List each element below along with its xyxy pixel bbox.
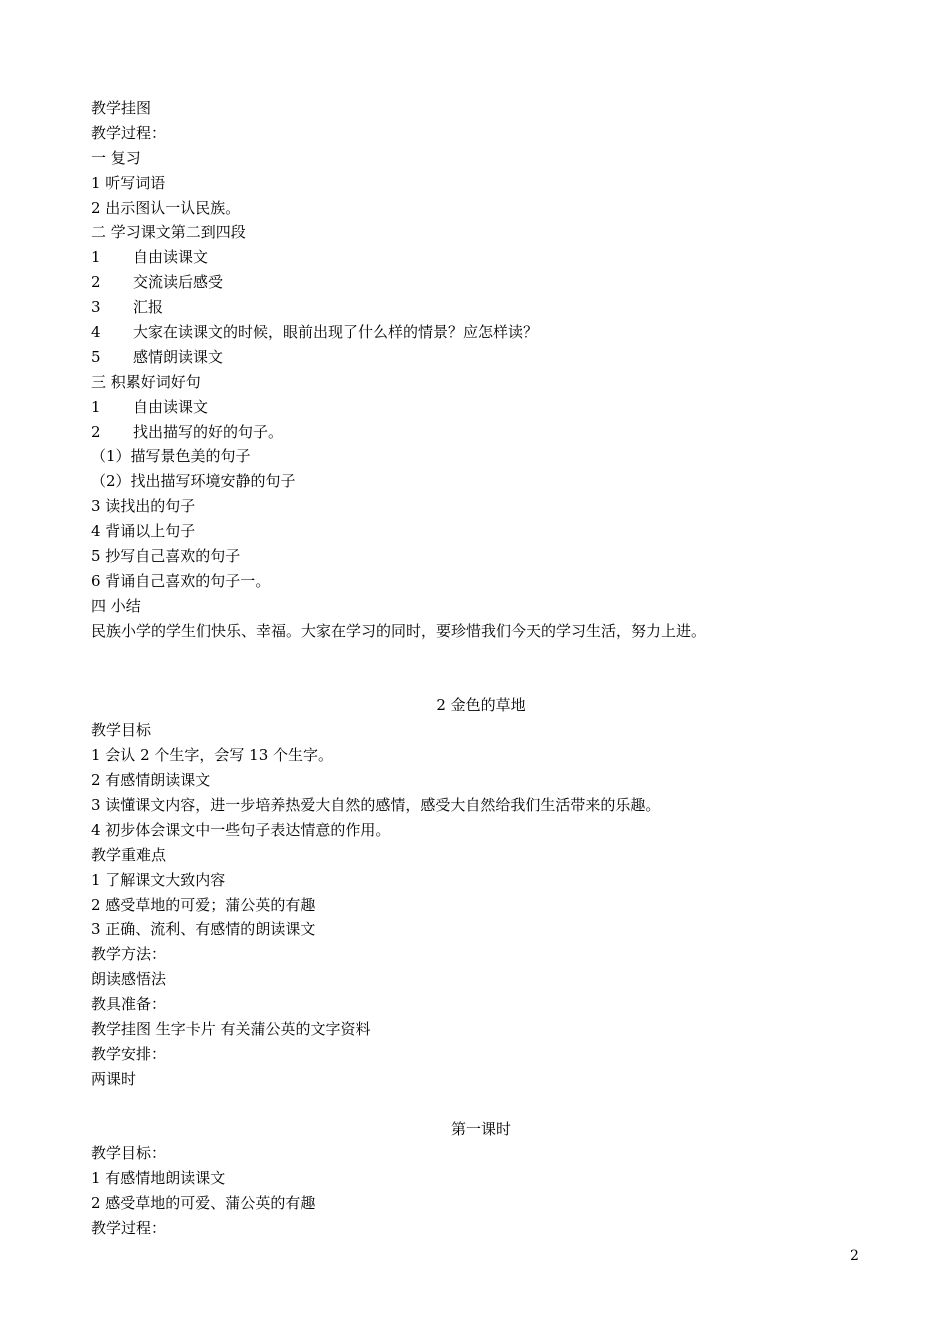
text-line: 教学安排：	[91, 1044, 167, 1063]
step-number: 1	[91, 248, 101, 267]
lesson-2	[91, 693, 871, 1091]
text-line: 教具准备：	[91, 995, 167, 1014]
numbered-step	[91, 420, 871, 445]
step-number: 1	[91, 397, 101, 416]
step-text: 自由读课文	[133, 397, 209, 416]
text-line: 朗读感悟法	[91, 970, 167, 989]
period-1	[91, 1117, 871, 1241]
text-line: 教学目标	[91, 721, 152, 740]
numbered-step	[91, 320, 871, 345]
text-line: 2 有感情朗读课文	[91, 771, 211, 790]
step-number: 3	[91, 298, 101, 317]
text-line: 教学重难点	[91, 845, 167, 864]
text-line: 教学挂图	[91, 99, 152, 117]
text-line: 3 正确、流利、有感情的朗读课文	[91, 920, 316, 939]
text-line: 3 读懂课文内容，进一步培养热爱大自然的感情，感受大自然给我们生活带来的乐趣。	[91, 795, 661, 814]
text-line: 教学过程：	[91, 123, 167, 142]
numbered-step	[91, 270, 871, 295]
step-number: 4	[91, 323, 101, 342]
text-line: 3 读找出的句子	[91, 497, 196, 516]
numbered-step	[91, 295, 871, 320]
text-line: 教学挂图 生字卡片 有关蒲公英的文字资料	[91, 1019, 371, 1038]
step-text: 自由读课文	[133, 248, 209, 267]
lesson-title: 2 金色的草地	[436, 696, 526, 715]
text-line: 4 背诵以上句子	[91, 522, 196, 541]
text-line: 1 了解课文大致内容	[91, 870, 226, 889]
summary-text: 民族小学的学生们快乐、幸福。大家在学习的同时，要珍惜我们今天的学习生活，努力上进。	[91, 621, 707, 640]
text-line: 二 学习课文第二到四段	[91, 223, 246, 242]
text-line: 2 感受草地的可爱；蒲公英的有趣	[91, 895, 316, 914]
step-text: 交流读后感受	[133, 273, 224, 292]
step-text: 找出描写的好的句子。	[133, 422, 284, 441]
text-line: 2 感受草地的可爱、蒲公英的有趣	[91, 1194, 316, 1213]
text-line: 1 有感情地朗读课文	[91, 1169, 226, 1188]
numbered-step	[91, 345, 871, 370]
text-line: 5 抄写自己喜欢的句子	[91, 547, 241, 566]
step-number: 2	[91, 273, 101, 292]
period-title: 第一课时	[450, 1119, 511, 1138]
text-line: 2 出示图认一认民族。	[91, 198, 241, 217]
step-number: 5	[91, 347, 101, 366]
step-text: 大家在读课文的时候，眼前出现了什么样的情景？应怎样读？	[133, 323, 539, 342]
page-number: 2	[850, 1248, 859, 1264]
section-heading: 四 小结	[91, 596, 141, 615]
text-line: 一 复习	[91, 148, 141, 167]
step-text: 汇报	[133, 298, 164, 317]
text-line: 两课时	[91, 1069, 137, 1088]
document-page	[91, 96, 871, 1241]
numbered-step	[91, 245, 871, 270]
text-line: 教学目标：	[91, 1144, 167, 1163]
text-line: 6 背诵自己喜欢的句子一。	[91, 571, 271, 590]
step-number: 2	[91, 422, 101, 441]
text-line: （2）找出描写环境安静的句子	[91, 472, 296, 491]
text-line: 1 会认 2 个生字，会写 13 个生字。	[91, 746, 334, 765]
section-1	[91, 96, 871, 644]
section-heading: 三 积累好词好句	[91, 372, 201, 391]
text-line: 教学过程：	[91, 1219, 167, 1238]
text-line: 4 初步体会课文中一些句子表达情意的作用。	[91, 820, 391, 839]
step-text: 感情朗读课文	[133, 347, 224, 366]
text-line: 1 听写词语	[91, 173, 166, 192]
numbered-step	[91, 395, 871, 420]
text-line: （1）描写景色美的句子	[91, 447, 251, 466]
text-line: 教学方法：	[91, 945, 167, 964]
